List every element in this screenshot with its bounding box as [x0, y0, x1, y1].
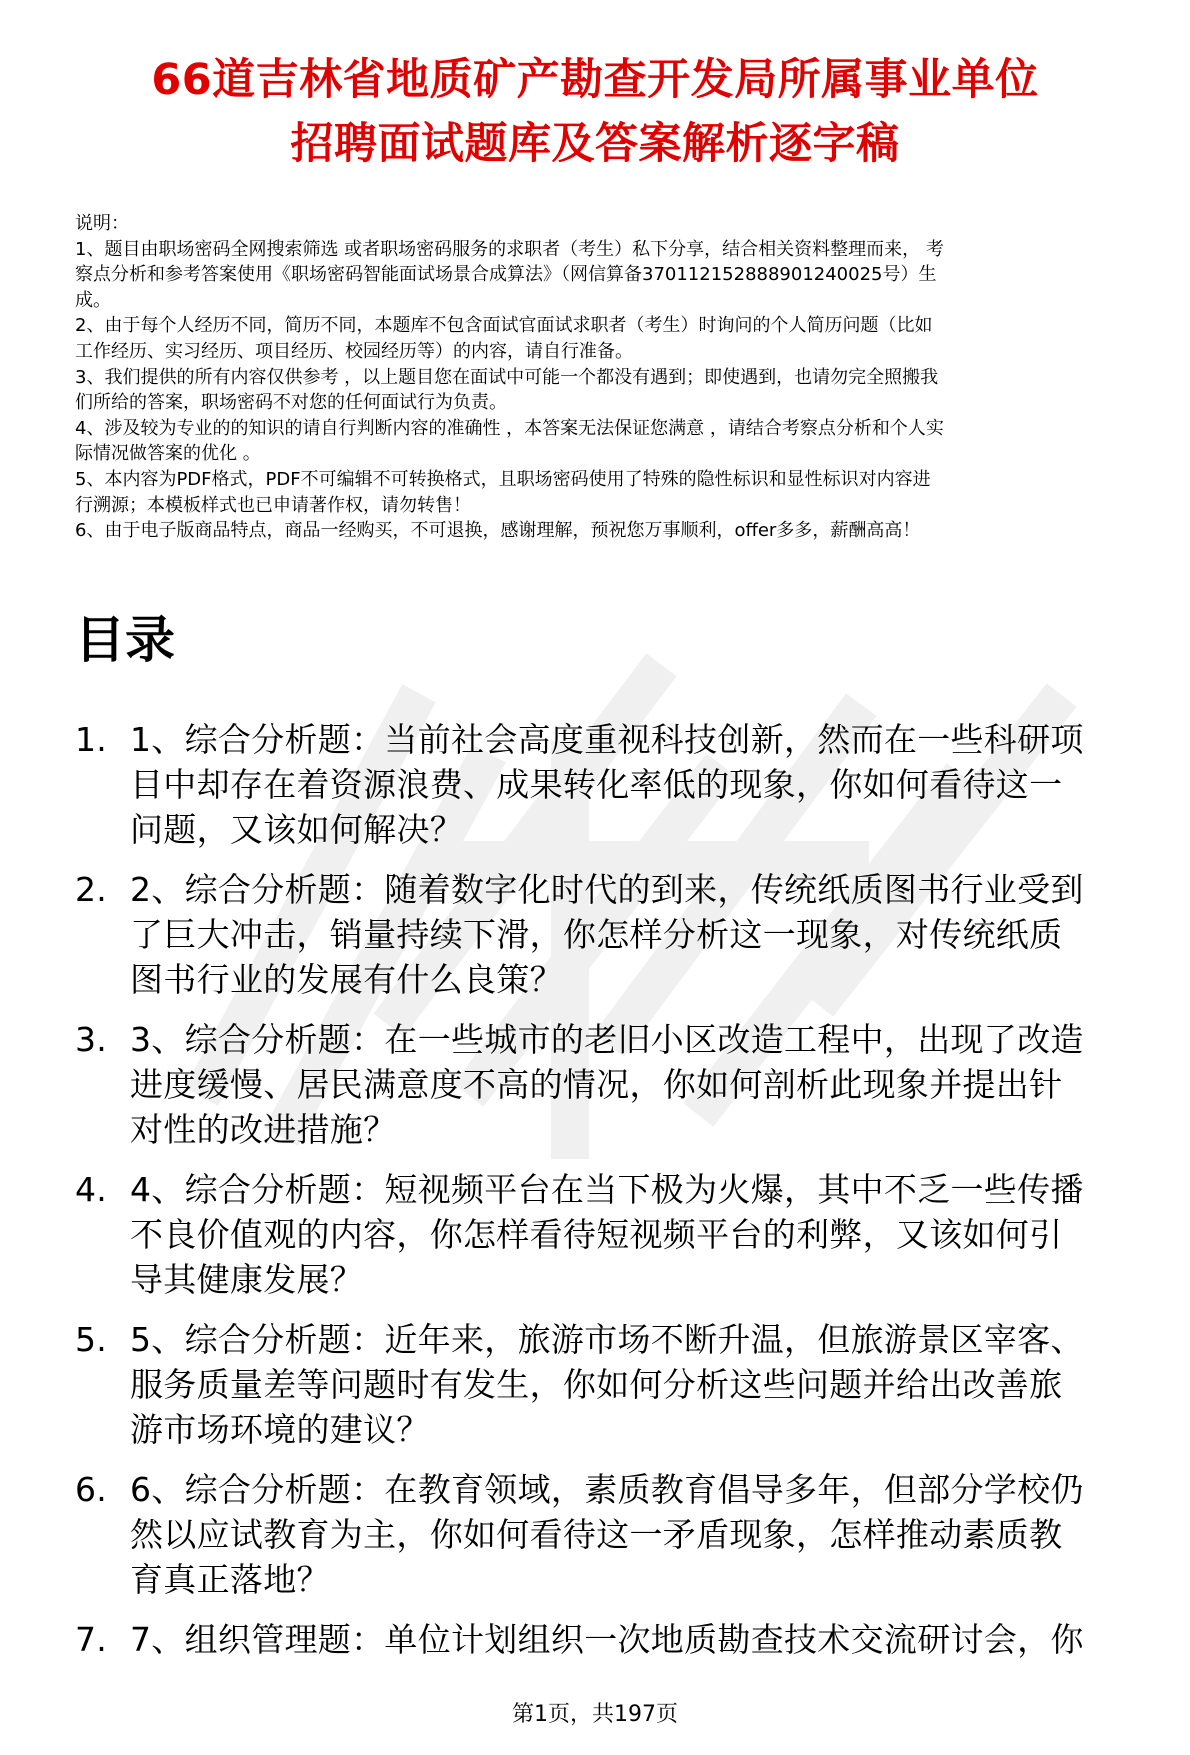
toc-item-line: 5、综合分析题：近年来，旅游市场不断升温，但旅游景区宰客、 — [130, 1320, 1084, 1359]
toc-heading: 目录 — [75, 611, 175, 669]
toc-item-line: 6、综合分析题：在教育领域，素质教育倡导多年，但部分学校仍 — [130, 1470, 1084, 1509]
notes-heading: 说明： — [75, 213, 129, 234]
note-line: 成。 — [75, 289, 111, 311]
toc-item[interactable] — [75, 1617, 1165, 1662]
toc-item-number: 2. — [75, 870, 108, 909]
note-line: 行溯源；本模板样式也已申请著作权，请勿转售！ — [75, 494, 471, 516]
note-line: 3、我们提供的所有内容仅供参考 ，以上题目您在面试中可能一个都没有遇到；即使遇到，也请勿完全照搬我 — [75, 366, 939, 388]
page-number-footer: 第1页，共197页 — [512, 1702, 678, 1727]
toc-item-number: 3. — [75, 1020, 108, 1059]
toc-item[interactable] — [75, 1467, 1165, 1602]
toc-item-number: 1. — [75, 720, 108, 759]
note-line: 工作经历、实习经历、项目经历、校园经历等）的内容，请自行准备。 — [75, 340, 633, 362]
toc-item-line: 游市场环境的建议？ — [130, 1410, 430, 1449]
toc-item-number: 5. — [75, 1320, 108, 1359]
toc-item-line: 育真正落地？ — [130, 1560, 330, 1599]
toc-item[interactable] — [75, 1167, 1165, 1302]
title-line-1: 66道吉林省地质矿产勘查开发局所属事业单位 — [151, 55, 1039, 105]
toc-item-line: 不良价值观的内容，你怎样看待短视频平台的利弊，又该如何引 — [130, 1215, 1063, 1254]
notes-section — [75, 211, 1165, 544]
note-line: 4、涉及较为专业的的知识的请自行判断内容的准确性 ，本答案无法保证您满意 ，请结合考察点分析和个人实 — [75, 417, 944, 439]
note-line: 6、由于电子版商品特点，商品一经购买，不可退换，感谢理解，预祝您万事顺利，offer多多，薪酬高高！ — [75, 520, 921, 542]
toc-item-line: 对性的改进措施？ — [130, 1110, 397, 1149]
note-line: 察点分析和参考答案使用《职场密码智能面试场景合成算法》（网信算备370112152888901240025号）生 — [75, 264, 937, 286]
toc-item-line: 图书行业的发展有什么良策？ — [130, 960, 563, 999]
toc-item[interactable] — [75, 1317, 1165, 1452]
toc-item-number: 6. — [75, 1470, 108, 1509]
toc-item-line: 1、综合分析题：当前社会高度重视科技创新，然而在一些科研项 — [130, 720, 1084, 759]
document-title — [40, 48, 1150, 176]
toc-item-line: 目中却存在着资源浪费、成果转化率低的现象，你如何看待这一 — [130, 765, 1063, 804]
toc-item-line: 2、综合分析题：随着数字化时代的到来，传统纸质图书行业受到 — [130, 870, 1084, 909]
toc-item[interactable] — [75, 717, 1165, 852]
toc-item-line: 了巨大冲击，销量持续下滑，你怎样分析这一现象，对传统纸质 — [130, 915, 1063, 954]
toc-item-number: 7. — [75, 1620, 108, 1659]
toc-list — [75, 717, 1165, 1677]
toc-item-number: 4. — [75, 1170, 108, 1209]
note-line: 5、本内容为PDF格式，PDF不可编辑不可转换格式，且职场密码使用了特殊的隐性标识和显性标识对内容进 — [75, 468, 931, 490]
toc-item[interactable] — [75, 867, 1165, 1002]
note-line: 际情况做答案的优化 。 — [75, 443, 261, 465]
note-line: 2、由于每个人经历不同，简历不同，本题库不包含面试官面试求职者（考生）时询问的个人简历问题（比如 — [75, 315, 933, 337]
toc-item-line: 然以应试教育为主，你如何看待这一矛盾现象，怎样推动素质教 — [130, 1515, 1063, 1554]
toc-item-line: 进度缓慢、居民满意度不高的情况，你如何剖析此现象并提出针 — [130, 1065, 1063, 1104]
toc-item-line: 导其健康发展？ — [130, 1260, 364, 1299]
toc-item-line: 问题，又该如何解决？ — [130, 810, 463, 849]
toc-item-line: 4、综合分析题：短视频平台在当下极为火爆，其中不乏一些传播 — [130, 1170, 1084, 1209]
note-line: 1、题目由职场密码全网搜索筛选 或者职场密码服务的求职者（考生）私下分享，结合相关资料整理而来， 考 — [75, 238, 944, 260]
title-line-2: 招聘面试题库及答案解析逐字稿 — [290, 119, 900, 169]
toc-item-line: 服务质量差等问题时有发生，你如何分析这些问题并给出改善旅 — [130, 1365, 1063, 1404]
toc-item-line: 3、综合分析题：在一些城市的老旧小区改造工程中，出现了改造 — [130, 1020, 1084, 1059]
toc-item-line: 7、组织管理题：单位计划组织一次地质勘查技术交流研讨会，你 — [130, 1620, 1084, 1659]
note-line: 们所给的答案，职场密码不对您的任何面试行为负责。 — [75, 392, 507, 414]
toc-item[interactable] — [75, 1017, 1165, 1152]
